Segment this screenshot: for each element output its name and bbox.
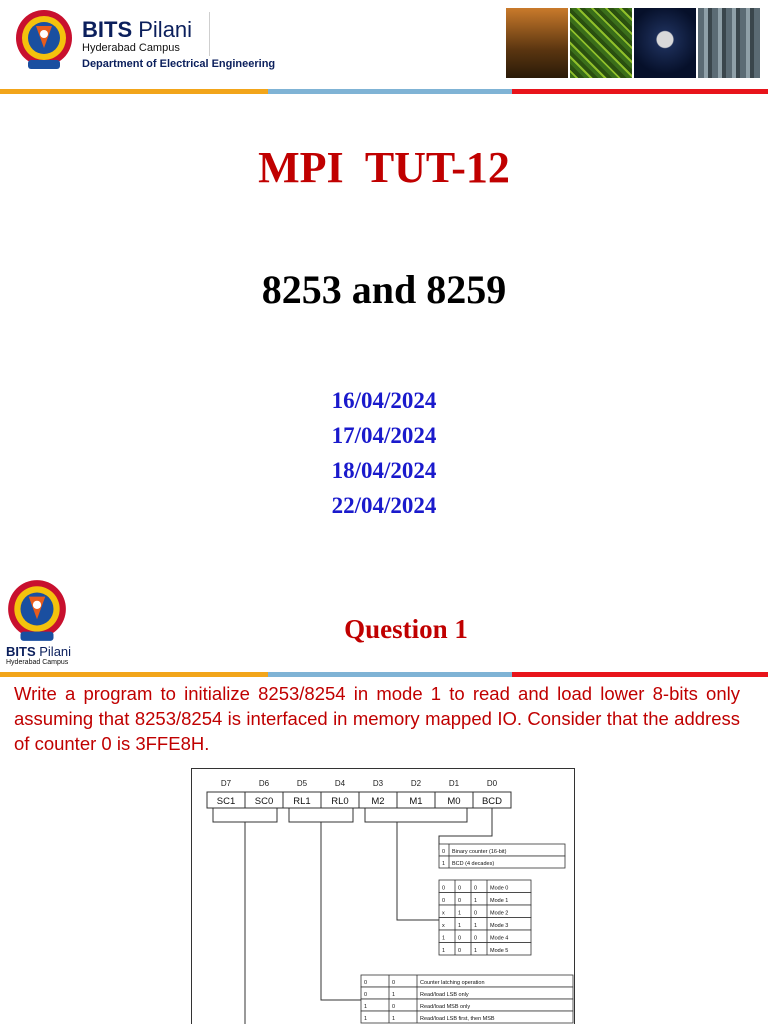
field-label: RL0 xyxy=(331,796,349,807)
brand-name: BITS Pilani xyxy=(82,17,193,42)
mode-table-cell: 0 xyxy=(474,910,478,917)
bcd-table-cell: Binary counter (16-bit) xyxy=(452,849,507,855)
rl-table-cell: 1 xyxy=(364,1016,368,1022)
slide-title: MPI TUT-12 xyxy=(258,143,510,192)
rl-table-cell: 1 xyxy=(392,1016,396,1022)
rl-table-cell: 0 xyxy=(392,980,396,986)
mode-table-cell: 1 xyxy=(474,948,478,954)
brand-block xyxy=(82,18,275,72)
bits-crest-logo xyxy=(14,8,74,72)
rl-table-cell: 0 xyxy=(364,980,368,986)
photo-control-panel xyxy=(698,8,760,78)
field-label: BCD xyxy=(481,796,503,807)
bit-label: D5 xyxy=(296,779,308,788)
bit-label: D3 xyxy=(372,779,384,788)
bit-label: D0 xyxy=(486,779,498,788)
control-word-diagram xyxy=(191,768,575,1024)
rl-table-cell: Read/load MSB only xyxy=(420,1004,471,1010)
rl-table-cell: 0 xyxy=(364,992,368,998)
bit-label: D2 xyxy=(410,779,422,788)
bit-label: D6 xyxy=(258,779,270,788)
mode-table-row xyxy=(439,918,531,931)
color-band-orange-2 xyxy=(0,672,268,677)
field-label: RL1 xyxy=(293,796,311,807)
mode-table-cell: 1 xyxy=(474,898,478,904)
bcd-table-cell: 0 xyxy=(442,849,446,855)
mode-table-cell: 1 xyxy=(458,910,462,917)
date-item: 17/04/2024 xyxy=(331,423,437,448)
rl-table-cell: Read/load LSB only xyxy=(420,992,469,998)
color-band-red xyxy=(512,89,768,94)
mode-table-cell: Mode 0 xyxy=(490,885,509,892)
mode-table-cell: 0 xyxy=(458,935,462,942)
mode-table-cell: x xyxy=(442,910,445,917)
bcd-table-cell: BCD (4 decades) xyxy=(452,861,495,867)
slide-subtitle: 8253 and 8259 xyxy=(261,267,507,312)
mode-table-cell: 1 xyxy=(474,923,478,929)
mode-table-cell: 0 xyxy=(458,885,462,892)
department-label: Department of Electrical Engineering xyxy=(82,58,276,70)
rl-table-cell: 1 xyxy=(364,1004,368,1010)
mode-table-row xyxy=(439,905,531,918)
mode-table-cell: 0 xyxy=(474,935,478,942)
field-label: SC1 xyxy=(216,796,236,807)
rl-table-cell: Counter latching operation xyxy=(420,980,485,986)
campus-label-small: Hyderabad Campus xyxy=(6,659,69,666)
field-label: M0 xyxy=(447,796,461,807)
bcd-table-cell: 1 xyxy=(442,861,446,867)
date-item: 18/04/2024 xyxy=(331,458,437,483)
mode-table-cell: Mode 4 xyxy=(490,935,509,942)
mode-table-cell: Mode 5 xyxy=(490,948,509,954)
photo-circuit-board xyxy=(570,8,632,78)
rl-table-cell: 0 xyxy=(392,1004,396,1010)
rl-table-cell: Read/load LSB first, then MSB xyxy=(420,1016,495,1022)
mode-table-row xyxy=(439,943,531,956)
question-text: Write a program to initialize 8253/8254 in mode 1 to read and load lower 8-bits only assuming that 8253/8254 is interfaced in memory mapped IO. Consider that the address of counter 0 is 3FFE8H. xyxy=(14,683,740,754)
mode-table-row xyxy=(439,893,531,906)
bit-label: D4 xyxy=(334,779,346,788)
campus-label: Hyderabad Campus xyxy=(82,42,180,54)
mode-table-cell: Mode 1 xyxy=(490,898,509,904)
color-band-blue-2 xyxy=(268,672,512,677)
color-band-red-2 xyxy=(512,672,768,677)
color-band-blue xyxy=(268,89,512,94)
mode-table-cell: x xyxy=(442,923,445,929)
brand-name-small: BITS Pilani xyxy=(6,644,72,659)
mode-table-cell: 0 xyxy=(442,885,446,892)
rl-table-cell: 1 xyxy=(392,992,396,998)
brand-block-small xyxy=(6,645,71,667)
field-label: M2 xyxy=(371,796,385,807)
color-band-orange xyxy=(0,89,268,94)
mode-table-cell: 1 xyxy=(442,935,446,942)
date-item: 22/04/2024 xyxy=(331,493,437,518)
mode-table-cell: 1 xyxy=(442,948,446,954)
mode-table-cell: 1 xyxy=(458,923,462,929)
field-label: SC0 xyxy=(254,796,274,807)
question-heading: Question 1 xyxy=(344,614,468,644)
header-photo-strip xyxy=(506,8,760,78)
header-divider xyxy=(209,12,210,56)
field-label: M1 xyxy=(409,796,423,807)
mode-table-cell: Mode 2 xyxy=(490,910,509,917)
mode-table-cell: 0 xyxy=(442,898,446,904)
bit-label: D7 xyxy=(220,779,232,788)
mode-table-cell: 0 xyxy=(458,948,462,954)
photo-power-tower xyxy=(506,8,568,78)
mode-table-row xyxy=(439,880,531,893)
mode-table-cell: 0 xyxy=(474,885,478,892)
mode-table-row xyxy=(439,930,531,943)
photo-satellite xyxy=(634,8,696,78)
date-list xyxy=(0,383,768,523)
mode-table-cell: 0 xyxy=(458,898,462,904)
date-item: 16/04/2024 xyxy=(331,388,437,413)
bit-label: D1 xyxy=(448,779,460,788)
mode-table-cell: Mode 3 xyxy=(490,923,509,929)
